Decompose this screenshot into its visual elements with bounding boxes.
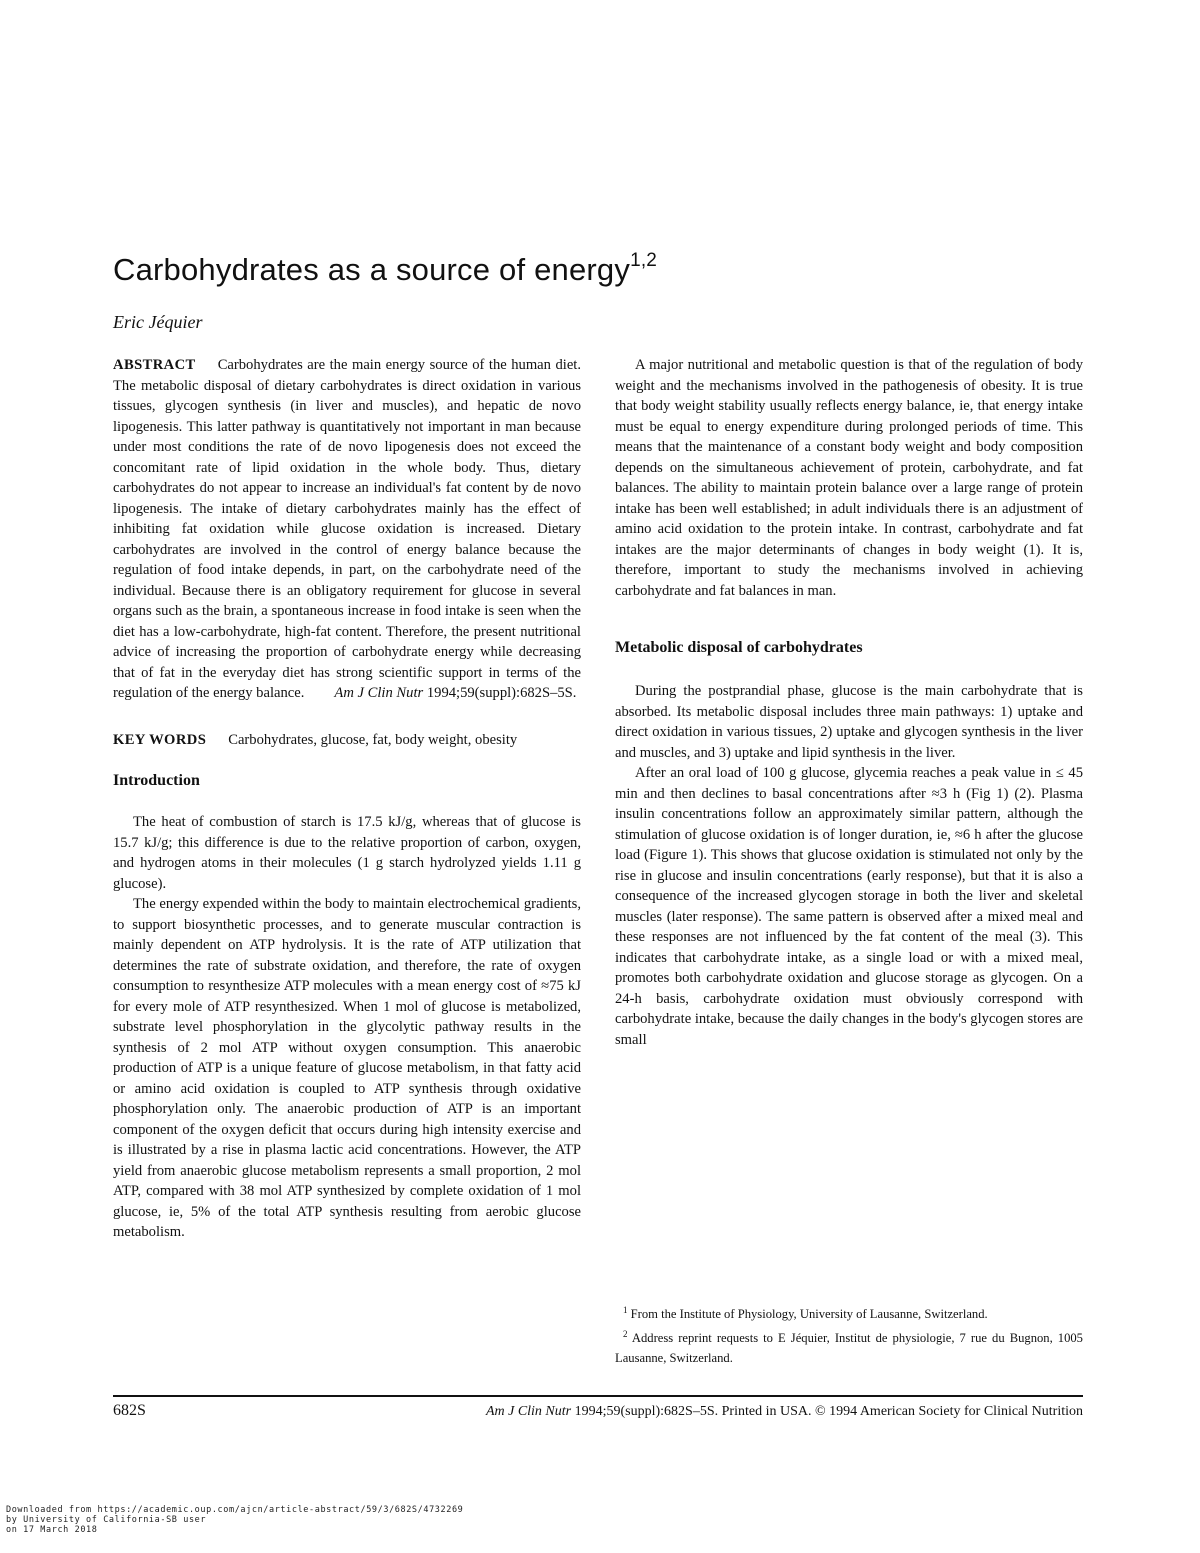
metabolic-paragraph-2: After an oral load of 100 g glucose, glycemia reaches a peak value in ≤ 45 min and then declines to basal concentrations after ≈3 h (Fig 1) (2). Plasma insulin concentrations follow an approximately similar pattern, although the stimulation of glucose oxidation is of longer duration, ie, ≈6 h after the glucose load (Figure 1). This shows that glucose oxidation is stimulated not only by the rise in glucose and insulin concentrations (early response), but that it is also a consequence of the increased glycogen storage in both the liver and skeletal muscles (later response). The same pattern is observed after a mixed meal and these responses are not influenced by the fat content of the meal (3). This indicates that carbohydrate intake, as a single load or with a mixed meal, promotes both carbohydrate oxidation and glucose storage as glycogen. On a 24-h basis, carbohydrate oxidation must obviously correspond with carbohydrate intake, because the daily changes in the body's glycogen stores are small [615, 765, 1083, 1048]
keywords [113, 730, 581, 751]
download-stamp [6, 1505, 463, 1535]
journal-footer [486, 1404, 1083, 1420]
download-line-3: on 17 March 2018 [6, 1525, 98, 1535]
footnote-2-text: Address reprint requests to E Jéquier, Institut de physiologie, 7 rue du Bugnon, 1005 Lausanne, Switzerland. [615, 1331, 1083, 1366]
title-footnote-marks: 1,2 [630, 249, 658, 271]
download-line-2: by University of California-SB user [6, 1515, 207, 1525]
abstract [113, 355, 581, 704]
page-number: 682S [113, 1402, 146, 1419]
footer-rule [113, 1395, 1083, 1397]
abstract-label: ABSTRACT [113, 357, 196, 373]
intro-paragraph-3: A major nutritional and metabolic question is that of the regulation of body weight and the mechanisms involved in the pathogenesis of obesity. It is true that body weight stability usually reflects energy balance, ie, that energy intake must be equal to energy expenditure during prolonged periods of time. This means that the maintenance of a constant body weight and body composition depends on the simultaneous achievement of protein, carbohydrate, and fat balances. The ability to maintain protein balance over a large range of protein intake has been well established; in adult individuals there is an adjustment of amino acid oxidation to the protein intake. In contrast, carbohydrate and fat intakes are the major determinants of changes in body weight (1). It is, therefore, important to study the mechanisms involved in achieving carbohydrate and fat balances in man. [615, 357, 1083, 599]
title-text: Carbohydrates as a source of energy [113, 252, 631, 287]
intro-paragraph-2: The energy expended within the body to maintain electrochemical gradients, to support biosynthetic processes, and to generate muscular contraction is mainly dependent on ATP hydrolysis. It is the rate of ATP utilization that determines the rate of substrate oxidation, and therefore, the rate of oxygen consumption to resynthesize ATP molecules with a mean energy cost of ≈75 kJ for every mole of ATP resynthesized. When 1 mol of glucose is metabolized, substrate level phosphorylation in the glycolytic pathway results in the synthesis of 2 mol ATP without oxygen consumption. This anaerobic production of ATP is a unique feature of glucose metabolism, in that fatty acid or amino acid oxidation is coupled to ATP synthesis through oxidative phosphorylation only. The anaerobic production of ATP is an important component of the oxygen deficit that occurs during high intensity exercise and is illustrated by a rise in plasma lactic acid concentrations. However, the ATP yield from anaerobic glucose metabolism represents a small proportion, 2 mol ATP, compared with 38 mol ATP synthesized by complete oxidation of 1 mol glucose, ie, 5% of the total ATP synthesis resulting from aerobic glucose metabolism. [113, 896, 581, 1240]
footnotes [615, 1300, 1083, 1368]
keywords-text: Carbohydrates, glucose, fat, body weight, obesity [228, 731, 518, 748]
download-line-1: Downloaded from https://academic.oup.com/ajcn/article-abstract/59/3/682S/4732269 [6, 1505, 464, 1515]
journal-name: Am J Clin Nutr [485, 1404, 572, 1419]
metabolic-paragraph-1: During the postprandial phase, glucose is the main carbohydrate that is absorbed. Its metabolic disposal includes three main pathways: 1) uptake and direct oxidation in various tissues, 2) uptake and glycogen synthesis in the liver and muscles, and 3) uptake and lipid synthesis in the liver. [615, 683, 1083, 761]
abstract-text: Carbohydrates are the main energy source of the human diet. The metabolic disposal of dietary carbohydrates is direct oxidation in various tissues, glycogen synthesis (in liver and muscles), and hepatic de novo lipogenesis. This latter pathway is quantitatively not important in man because under most conditions the rate of de novo lipogenesis does not exceed the concomitant rate of lipid oxidation in the whole body. Thus, dietary carbohydrates do not appear to increase an individual's fat content by de novo lipogenesis. The intake of dietary carbohydrates mainly has the effect of inhibiting fat oxidation while glucose oxidation is increased. Dietary carbohydrates are involved in the control of energy balance because the regulation of food intake depends, in part, on the carbohydrate need of the individual. Because there is an obligatory requirement for glucose in several organs such as the brain, a spontaneous increase in food intake is seen when the diet has a low-carbohydrate, high-fat content. Therefore, the present nutritional advice of increasing the proportion of carbohydrate energy while decreasing that of fat in the everyday diet has strong scientific support in terms of the regulation of the energy balance. [113, 357, 581, 701]
keywords-label: KEY WORDS [113, 731, 207, 748]
footnote-1 [615, 1300, 1083, 1324]
section-heading-introduction: Introduction [113, 772, 200, 789]
footnote-2 [615, 1324, 1083, 1368]
footnote-1-text: From the Institute of Physiology, University of Lausanne, Switzerland. [630, 1307, 988, 1322]
section-heading-metabolic-disposal: Metabolic disposal of carbohydrates [615, 639, 863, 656]
left-column [113, 355, 581, 1243]
intro-paragraph-1: The heat of combustion of starch is 17.5 kJ/g, whereas that of glucose is 15.7 kJ/g; this difference is due to the relative proportion of carbon, oxygen, and hydrogen atoms in their molecules (1 g starch hydrolyzed yields 1.11 g glucose). [113, 814, 581, 892]
abstract-citation-tail: 1994;59(suppl):682S–5S. [426, 685, 577, 701]
journal-details: 1994;59(suppl):682S–5S. Printed in USA. © 1994 American Society for Clinical Nutrition [574, 1404, 1083, 1419]
abstract-citation: Am J Clin Nutr [334, 685, 424, 701]
article-title [113, 249, 658, 288]
author-name: Eric Jéquier [113, 312, 203, 332]
footnote-2-mark: 2 [623, 1329, 628, 1340]
right-column [615, 355, 1083, 1050]
footnote-1-mark: 1 [623, 1305, 628, 1315]
